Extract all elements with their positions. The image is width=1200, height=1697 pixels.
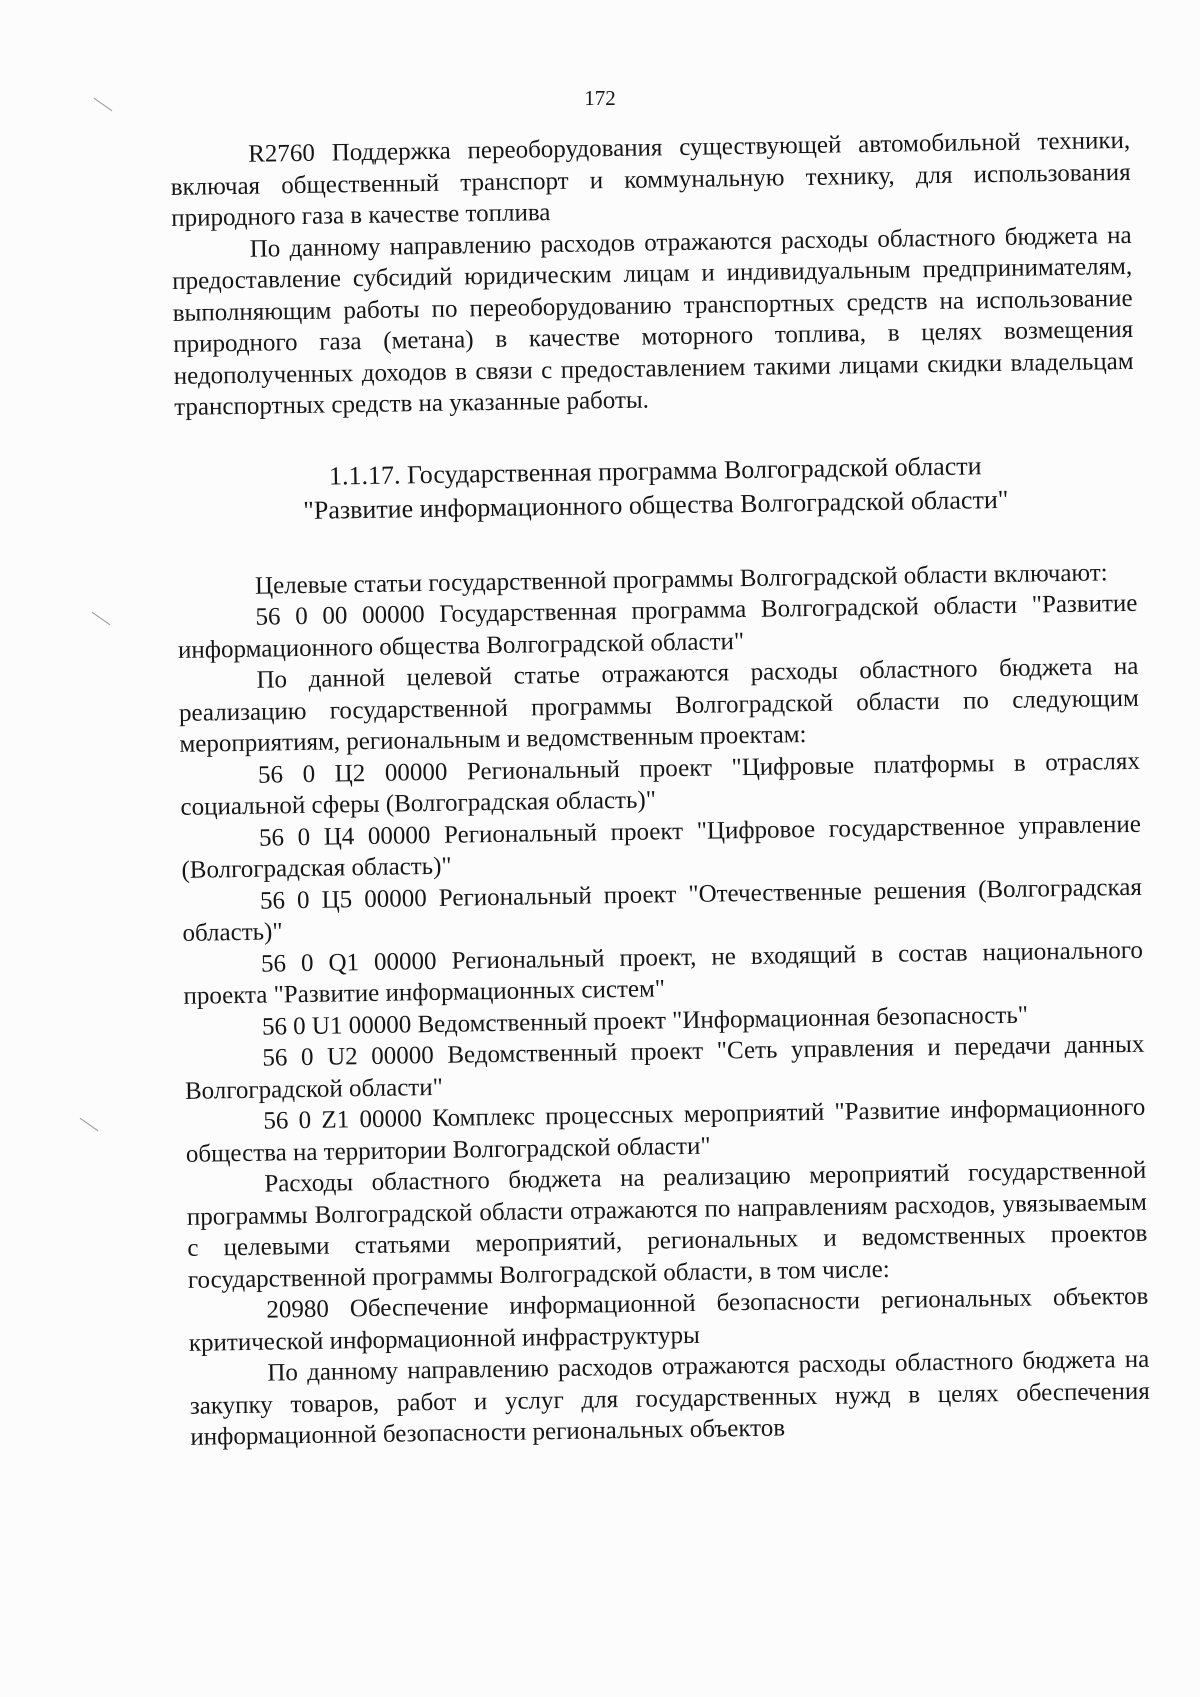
paragraph: По данному направлению расходов отражаются расходы областного бюджета на предоставление субсидий юридическим лицам и индивидуальным предпринимателям, выполняющим работы по переоборудованию транспортных средств на использование природного газа (метана) в качестве моторного топлива, в целях возмещения недополученных доходов в связи с предоставлением такими лицами скидки владельцам транспортных средств на указанные работы.: [172, 221, 1134, 421]
paragraph: 56 0 U1 00000 Ведомственный проект "Информационная безопасность": [261, 1001, 1029, 1041]
section-title-line: "Развитие информационного общества Волгоградской области": [303, 484, 1009, 525]
paragraph: 56 0 Ц5 00000 Региональный проект "Отечественные решения (Волгоградская область)": [182, 873, 1143, 947]
paragraph: 20980 Обеспечение информационной безопасности региональных объектов критической информационной инфраструктуры: [188, 1282, 1149, 1357]
paragraph: По данной целевой статье отражаются расходы областного бюджета на реализацию государственной программы Волгоградской области по следующим мероприятиям, региональным и ведомственным проектам:: [178, 652, 1140, 758]
paragraph: 56 0 00 00000 Государственная программа Волгоградской области "Развитие информационного общества Волгоградской области": [177, 589, 1138, 664]
paragraph: 56 0 U2 00000 Ведомственный проект "Сеть управления и передачи данных Волгоградской области": [184, 1030, 1145, 1105]
paragraph: По данному направлению расходов отражаются расходы областного бюджета на закупку товаров, работ и услуг для государственных нужд в целях обеспечения информационной безопасности региональных объектов: [189, 1345, 1150, 1451]
paragraph: 56 0 Ц4 00000 Региональный проект "Цифровое государственное управление (Волгоградская область)": [181, 810, 1142, 884]
section-title: [175, 446, 1136, 529]
page-number: 172: [584, 86, 616, 110]
paragraph: Расходы областного бюджета на реализацию мероприятий государственной программы Волгоградской области отражаются по направлениям расходов, увязываемым с целевыми статьями мероприятий, региональных и ведомственных проектов государственной программы Волгоградской области, в том числе:: [186, 1156, 1148, 1294]
paragraph: Целевые статьи государственной программы Волгоградской области включают:: [254, 558, 1108, 600]
document-body: [170, 125, 1151, 1453]
paragraph: R2760 Поддержка переоборудования существующей автомобильной техники, включая общественный транспорт и коммунальную технику, для использования природного газа в качестве топлива: [170, 126, 1131, 232]
section-title-line: 1.1.17. Государственная программа Волгоградской области: [328, 450, 982, 491]
paragraph: 56 0 Z1 00000 Комплекс процессных мероприятий "Развитие информационного общества на территории Волгоградской области": [185, 1093, 1146, 1168]
paragraph: 56 0 Ц2 00000 Региональный проект "Цифровые платформы в отраслях социальной сферы (Волгоградская область)": [180, 747, 1141, 821]
paragraph: 56 0 Q1 00000 Региональный проект, не входящий в состав национального проекта "Развитие информационных систем": [183, 936, 1144, 1010]
